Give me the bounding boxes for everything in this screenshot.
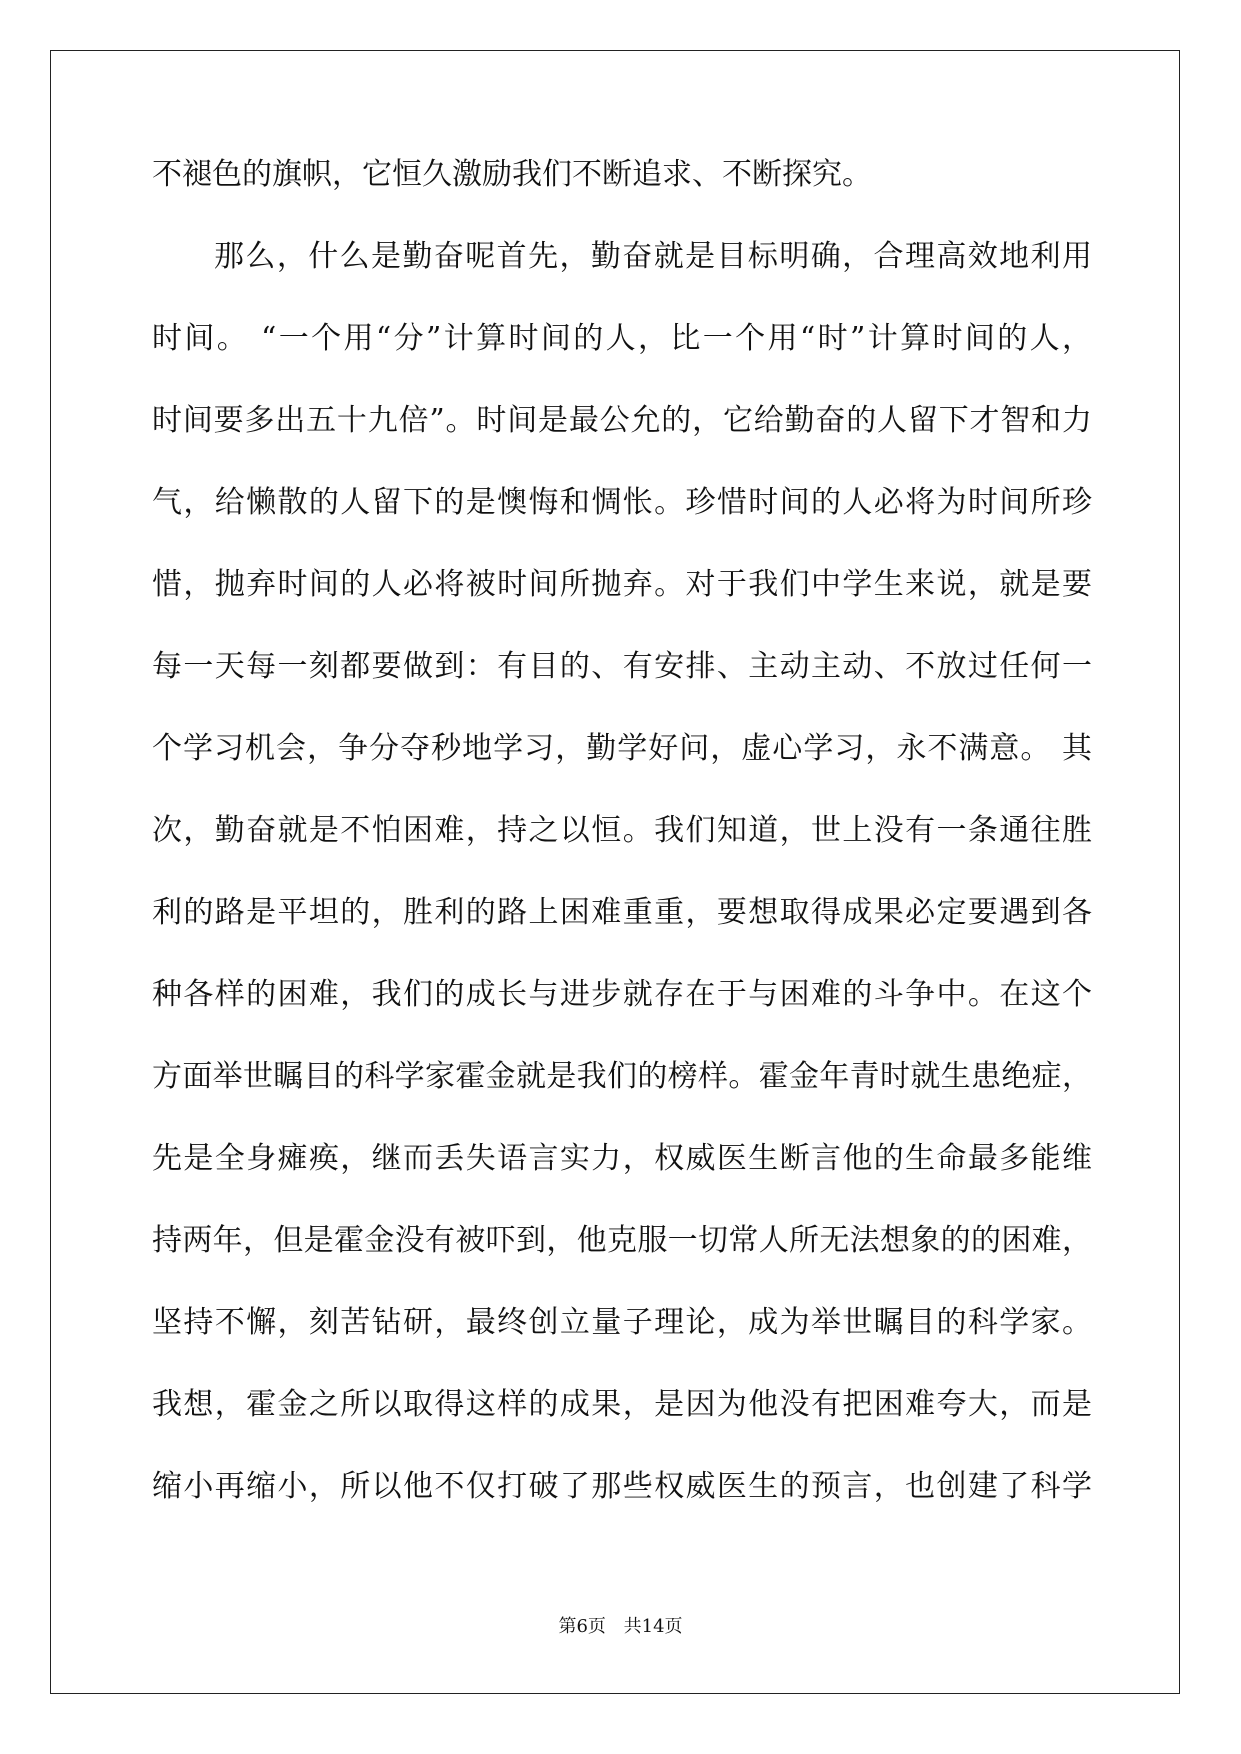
document-body (152, 157, 1092, 1554)
text-line: 不褪色的旗帜，它恒久激励我们不断追求、不断探究。 (152, 157, 872, 192)
text-line: 利的路是平坦的，胜利的路上困难重重，要想取得成果必定要遇到各 (152, 895, 1092, 930)
text-line: 次，勤奋就是不怕困难，持之以恒。我们知道，世上没有一条通往胜 (152, 813, 1092, 848)
page-footer (0, 1612, 1241, 1638)
page-total: 共14页 (623, 1616, 683, 1637)
page-number: 第6页 (558, 1616, 606, 1637)
text-line: 种各样的困难，我们的成长与进步就存在于与困难的斗争中。在这个 (152, 977, 1092, 1012)
text-line: 缩小再缩小，所以他不仅打破了那些权威医生的预言，也创建了科学 (152, 1469, 1092, 1504)
text-line: 持两年，但是霍金没有被吓到，他克服一切常人所无法想象的的困难， (152, 1223, 1092, 1258)
text-line: 时间要多出五十九倍”。时间是最公允的，它给勤奋的人留下才智和力 (152, 403, 1092, 438)
text-line: 气，给懒散的人留下的是懊悔和惆怅。珍惜时间的人必将为时间所珍 (152, 485, 1092, 520)
text-line: 每一天每一刻都要做到：有目的、有安排、主动主动、不放过任何一 (152, 649, 1092, 684)
text-line: 个学习机会，争分夺秒地学习，勤学好问，虚心学习，永不满意。 其 (152, 731, 1092, 766)
text-line: 那么，什么是勤奋呢首先，勤奋就是目标明确，合理高效地利用 (214, 239, 1092, 274)
text-line: 我想，霍金之所以取得这样的成果，是因为他没有把困难夸大，而是 (152, 1387, 1092, 1422)
text-line: 时间。 “一个用“分”计算时间的人，比一个用“时”计算时间的人， (152, 321, 1092, 356)
text-line: 先是全身瘫痪，继而丢失语言实力，权威医生断言他的生命最多能维 (152, 1141, 1092, 1176)
text-line: 惜，抛弃时间的人必将被时间所抛弃。对于我们中学生来说，就是要 (152, 567, 1092, 602)
text-line: 坚持不懈，刻苦钻研，最终创立量子理论，成为举世瞩目的科学家。 (152, 1305, 1092, 1340)
text-line: 方面举世瞩目的科学家霍金就是我们的榜样。霍金年青时就生患绝症， (152, 1059, 1092, 1094)
